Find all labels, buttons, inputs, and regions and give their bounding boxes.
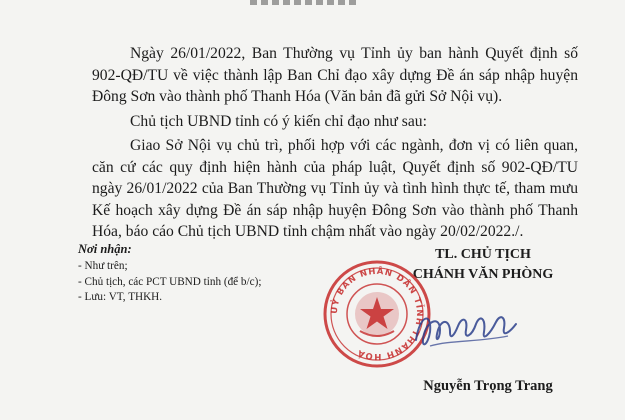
paragraph-decision: Ngày 26/01/2022, Ban Thường vụ Tỉnh ủy ban hành Quyết định số 902-QĐ/TU về việc thành lập Ban Chỉ đạo xây dựng Đề án sáp nhập huyện Đông Sơn vào thành phố Thanh Hóa (Văn bản đã gửi Sở Nội vụ). — [92, 45, 578, 105]
signer-title-line1: TL. CHỦ TỊCH — [435, 247, 531, 262]
signer-title-line2: CHÁNH VĂN PHÒNG — [412, 267, 554, 282]
handwritten-signature — [410, 306, 520, 354]
signer-name: Nguyễn Trọng Trang — [423, 378, 553, 394]
paragraph-assignment: Giao Sở Nội vụ chủ trì, phối hợp với các ngành, đơn vị có liên quan, căn cứ các quy định hiện hành của pháp luật, Quyết định số 902-QĐ/TU ngày 26/01/2022 của Ban Thường vụ Tỉnh ủy và tình hình thực tế, tham mưu Kế hoạch xây dựng Đề án sáp nhập huyện Đông Sơn vào thành phố Thanh Hóa, báo cáo Chủ tịch UBND tỉnh chậm nhất vào ngày 20/02/2022./. — [92, 137, 578, 240]
recipients-block — [78, 242, 338, 306]
seal-text: UỶ BAN NHÂN DÂN TỈNH THANH HOÁ — [329, 266, 425, 362]
cropped-header-text — [250, 0, 360, 5]
recipient-item: - Như trên; — [78, 260, 128, 272]
recipients-title: Nơi nhận: — [78, 242, 132, 256]
paragraph-directive-intro: Chủ tịch UBND tỉnh có ý kiến chỉ đạo như sau: — [130, 113, 427, 130]
recipient-item: - Lưu: VT, THKH. — [78, 291, 163, 303]
recipient-item: - Chủ tịch, các PCT UBND tỉnh (để b/c); — [78, 275, 262, 288]
